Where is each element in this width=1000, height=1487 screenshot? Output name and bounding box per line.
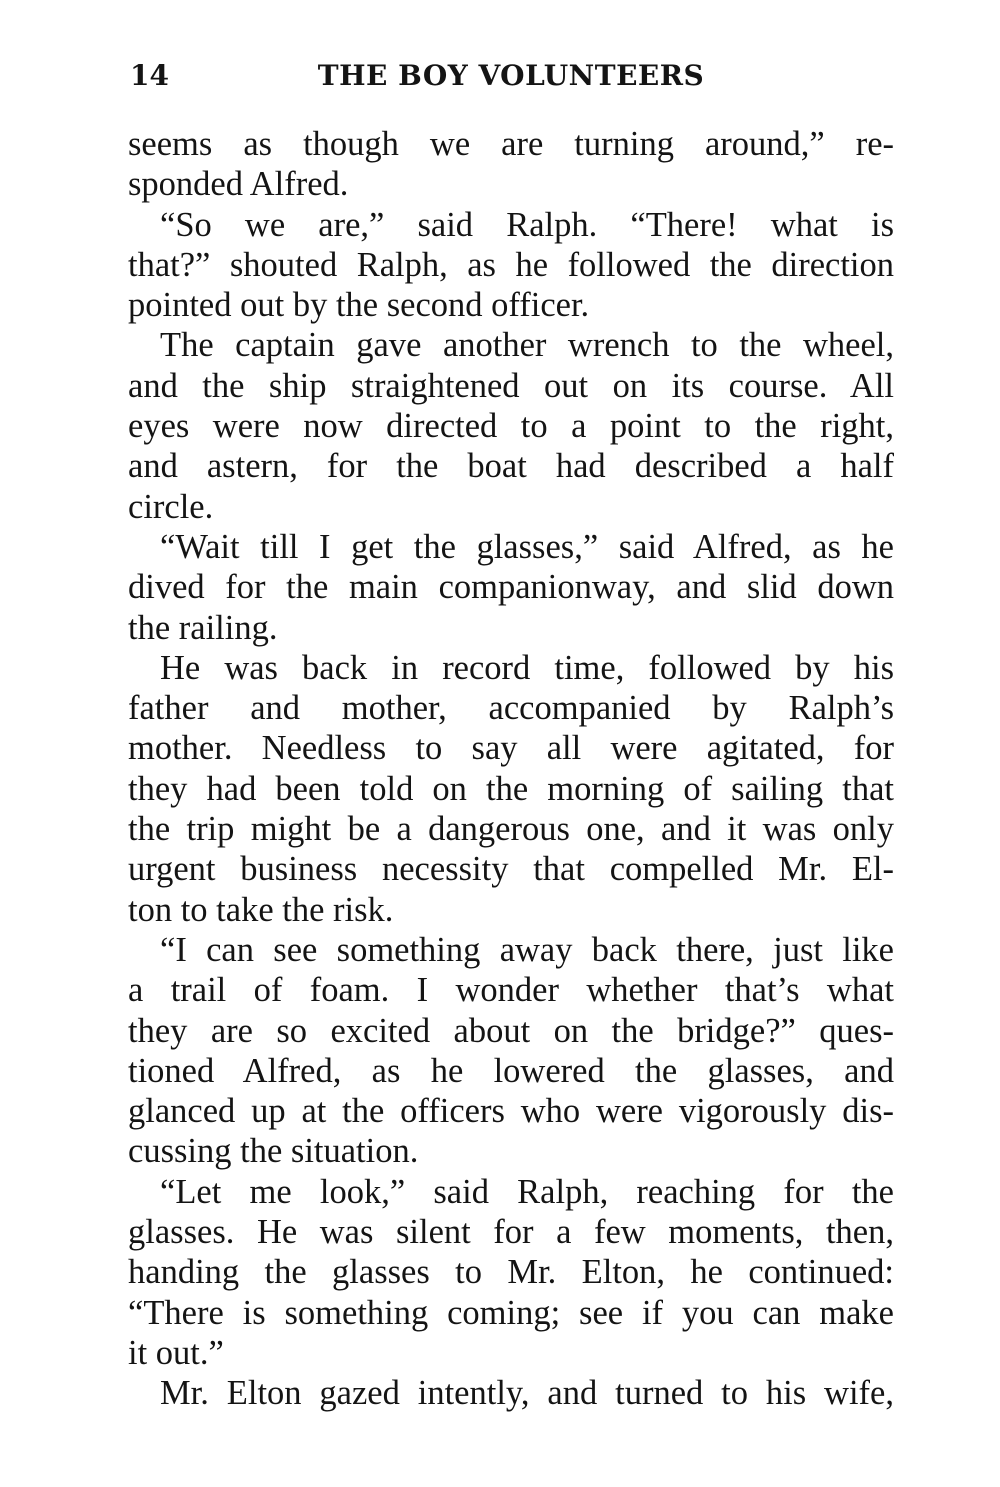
- text-line: and astern, for the boat had described a half: [128, 447, 894, 486]
- text-line: urgent business necessity that compelled Mr. El-: [128, 850, 894, 889]
- text-line: mother. Needless to say all were agitated, for: [128, 729, 894, 768]
- text-line: handing the glasses to Mr. Elton, he continued:: [128, 1253, 894, 1292]
- text-line: He was back in record time, followed by his: [160, 648, 894, 687]
- page-number: 14: [130, 59, 169, 92]
- text-line: seems as though we are turning around,” re-: [128, 125, 894, 163]
- body-text: [128, 124, 894, 1414]
- text-line: “So we are,” said Ralph. “There! what is: [160, 205, 894, 244]
- text-line: “There is something coming; see if you can make: [128, 1293, 894, 1332]
- text-line: sponded Alfred.: [128, 165, 349, 204]
- running-title: THE BOY VOLUNTEERS: [317, 59, 705, 92]
- running-head: [130, 56, 892, 96]
- text-line: glasses. He was silent for a few moments, then,: [128, 1213, 894, 1252]
- text-line: “Let me look,” said Ralph, reaching for the: [160, 1172, 894, 1211]
- text-line: the trip might be a dangerous one, and it was only: [128, 810, 894, 849]
- text-line: father and mother, accompanied by Ralph’s: [128, 689, 894, 728]
- text-line: the railing.: [128, 608, 278, 647]
- text-line: ton to take the risk.: [128, 890, 394, 929]
- text-line: dived for the main companionway, and slid down: [128, 568, 894, 607]
- text-line: Mr. Elton gazed intently, and turned to his wife,: [160, 1374, 894, 1413]
- text-line: a trail of foam. I wonder whether that’s what: [128, 971, 894, 1010]
- text-line: eyes were now directed to a point to the right,: [128, 407, 894, 446]
- text-line: tioned Alfred, as he lowered the glasses, and: [128, 1051, 894, 1090]
- text-line: glanced up at the officers who were vigorously dis-: [128, 1092, 894, 1131]
- text-line: and the ship straightened out on its course. All: [128, 366, 894, 405]
- text-line: “Wait till I get the glasses,” said Alfred, as he: [160, 527, 894, 566]
- text-line: “I can see something away back there, just like: [160, 930, 894, 969]
- text-line: cussing the situation.: [128, 1132, 419, 1171]
- text-line: it out.”: [128, 1333, 224, 1372]
- text-line: they are so excited about on the bridge?” ques-: [128, 1011, 894, 1050]
- text-line: The captain gave another wrench to the wheel,: [160, 326, 894, 365]
- text-line: circle.: [128, 487, 214, 526]
- text-line: that?” shouted Ralph, as he followed the direction: [128, 245, 894, 284]
- text-line: they had been told on the morning of sailing that: [128, 769, 894, 808]
- text-line: pointed out by the second officer.: [128, 286, 590, 325]
